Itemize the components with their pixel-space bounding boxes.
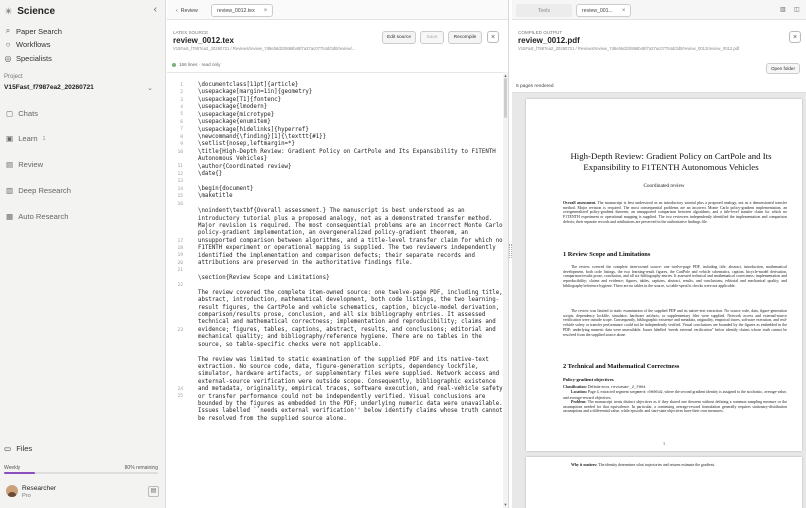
usage-row [4, 465, 158, 471]
file-path: V15Fast_f7987ea2_20260721 / Reviews/review_7d6eb6d2/0866b46f7a37ac07754d/3d0/review_0012/review_0012.pdf [518, 46, 740, 51]
user-plan: Pro [22, 493, 31, 499]
line-number: 19 [177, 253, 183, 259]
deep-research-icon: ▥ [6, 186, 14, 195]
nav-label: Specialists [16, 54, 52, 63]
files-section[interactable] [4, 444, 32, 453]
learn-icon: ▣ [6, 134, 14, 143]
files-label: Files [16, 444, 33, 453]
line-number: 6 [180, 119, 183, 125]
back-arrow-icon: ‹ [176, 7, 178, 14]
pages-rendered: 5 pages rendered [516, 84, 554, 89]
pdf-page-number: 1 [662, 441, 666, 446]
pdf-cls: Definite error. [587, 385, 610, 389]
pdf-loc: Page 4, extracted segment [588, 390, 629, 394]
tab-review-tex[interactable] [211, 4, 273, 17]
line-number: 15 [177, 194, 183, 200]
pdf-s1-paragraph-2: The review was limited to static examination of the supplied PDF and its native-text extraction. No source code, data, figure-generation scripts, dependency lockfile, simulator, hardware artifacts, or supplementary files were supplied. Network access and external-source verification were outside scope. Consequently, bibliographic existence and metadata, originality, empirical traces, software execution, and real-vehicle safety or transfer performance could not be independently verified. Visual conclusions are bounded by the figures as embedded in the PDF; underlying numeric data were unavailable. Issues labelled “needs external verification” below identify claims whose truth cannot be resolved from the supplied source alone. [563, 309, 787, 337]
pdf-problem [563, 400, 787, 414]
user-name: Researcher [22, 485, 57, 492]
tab-label: review_001... [582, 7, 613, 14]
code-line: \author{Coordinated review} [198, 163, 292, 170]
line-number: 14 [177, 186, 183, 192]
editor-scrollbar[interactable] [503, 72, 508, 508]
editor-status [172, 62, 220, 67]
usage-bar [4, 472, 158, 474]
pdf-subheading: Policy-gradient objectives [563, 377, 614, 382]
back-label: Review [180, 7, 198, 14]
pdf-page-1 [526, 99, 802, 451]
pdf-why-text: The identity determines what trajectories and returns estimate the gradient. [598, 463, 715, 467]
tab-label: Tools [537, 7, 551, 14]
file-title: review_0012.tex [173, 36, 234, 45]
pdf-why-it-matters [563, 463, 787, 468]
line-number: 8 [180, 134, 183, 140]
tab-tools[interactable] [516, 4, 572, 17]
pdf-overall-text: The manuscript is best understood as an introductory tutorial plus a proposed analogy, not as a demonstrated transfer method. Major revision is required. The most consequential problems are an incorrect Monte Carlo policy-gradient implementation, an overgeneralized policy-gradient theorem, an unsupported comparison between algorithms, and a title-level transfer claim for which no F1TENTH experiment or operational mapping is supplied. The two reviewers independently identified the implementation and comparison defects; their separate records and attributions are preserved in the authoritative findings file. [563, 201, 788, 224]
scroll-down-icon[interactable]: ▼ [503, 502, 508, 507]
close-tab-icon[interactable]: × [621, 7, 626, 14]
workflow-icon: ○ [5, 40, 11, 49]
line-number: 20 [177, 260, 183, 266]
code-line: attributions are preserved in the authoritative findings file. [198, 260, 413, 267]
line-number: 13 [177, 179, 183, 185]
code-line: or transfer performance could not be independently verified. Visual conclusions are [198, 393, 486, 400]
project-label: Project [4, 74, 23, 80]
section-label: COMPILED OUTPUT [518, 30, 563, 35]
learn-badge: 1 [42, 135, 46, 142]
code-line: The review was limited to static examination of the supplied PDF and its native-text [198, 356, 489, 363]
pdf-section-1-heading: 1 Review Scope and Limitations [563, 251, 651, 258]
line-number: 17 [177, 238, 183, 244]
scroll-up-icon[interactable]: ▲ [503, 73, 508, 78]
code-line: \usepackage[T1]{fontenc} [198, 96, 282, 103]
specialist-icon: ◎ [4, 54, 12, 63]
section-learn[interactable] [6, 134, 45, 143]
code-line: bounded by the figures as embedded in the PDF; underlying numeric data were unavailable. [198, 401, 503, 408]
line-number: 2 [180, 90, 183, 96]
section-label: Deep Research [18, 186, 71, 195]
status-text: 166 lines · read only [179, 62, 221, 67]
save-button[interactable]: Save [420, 31, 444, 44]
code-line: \noindent\textbf{Overall assessment.} The manuscript is best understood as an [198, 208, 465, 215]
line-number: 25 [177, 394, 183, 400]
code-line: \usepackage[margin=1in]{geometry} [198, 89, 313, 96]
code-line: Issues labelled ``needs external verification'' below identify claims whose truth cannot [198, 408, 503, 415]
code-line: The review covered the complete item-owned source: one twelve-page PDF, including title, [198, 289, 503, 296]
pdf-viewer[interactable] [512, 92, 806, 508]
nav-workflows[interactable] [4, 40, 50, 49]
project-selector[interactable]: V15Fast_f7987ea2_20260721 [4, 84, 94, 91]
review-icon: ▤ [6, 160, 14, 169]
pdf-s1-paragraph-1: The review covered the complete item-owned source: one twelve-page PDF, including title, abstract, introduction, mathematical development, both code listings, the two learning-result figures, the CartPole and vehicle schematics, caption, bicycle-model derivation, comparison/results prose, conclusion, and all six bibliography entries. It assessed technical and mathematical correctness; implementation and reproducibility; claims and evidence; figures, tables, captions, abstract, results, and conclusions; editorial and mechanical quality; and bibliography/reference hygiene. There are no tables in the source, so table-specific checks were not applicable. [563, 265, 787, 288]
section-label: LATEX SOURCE [173, 30, 209, 35]
close-icon[interactable]: × [789, 31, 801, 43]
science-logo-icon: ✴ [4, 5, 14, 18]
pdf-prob: The manuscript treats distinct objectives as if they shared one theorem without defining a common sampling measure or the assumptions needed for that equivalence. In particular, a continuing average-reward formulation generally requires stationary-distribution assumptions and a differential value, while episodic and start-state objectives have their own measures. [563, 400, 787, 414]
source-pane [167, 0, 509, 508]
collapse-sidebar-icon[interactable]: ‹ [153, 4, 157, 15]
close-tab-icon[interactable]: × [263, 7, 268, 14]
pdf-page-2 [526, 457, 802, 508]
pdf-section-2-heading: 2 Technical and Mathematical Correctness [563, 363, 680, 370]
code-line: \usepackage{lmodern} [198, 104, 268, 111]
code-line: extraction. No source code, data, figure-generation scripts, dependency lockfile, [198, 363, 479, 370]
code-line: technical and mathematical correctness; implementation and reproducibility; claims and [198, 319, 496, 326]
code-line: result figures, the CartPole and vehicle schematics, caption, bicycle-model derivation, [198, 304, 500, 311]
pdf-loc-lead: Location: [571, 390, 587, 394]
status-dot-icon [172, 63, 176, 67]
auto-research-icon: ▦ [6, 212, 14, 221]
output-tab-bar [512, 0, 806, 20]
code-line: \setlist{nosep,leftmargin=*} [198, 141, 295, 148]
line-number: 4 [180, 105, 183, 111]
pdf-why-lead: Why it matters: [571, 463, 598, 467]
code-line: F1TENTH experiment or operational mapping is supplied. The two reviewers independently [198, 245, 496, 252]
panel-layout-icon[interactable]: ▥ [780, 7, 786, 13]
account-menu-icon[interactable]: ▤ [148, 486, 159, 497]
code-line: external-source verification were outside scope. Consequently, bibliographic existence [198, 378, 496, 385]
file-path: V15Fast_f7987ea2_20260721 / Reviews/review_7d6eb6d2/0866b46f7a37ac07754d/3d0/review/... [173, 46, 356, 51]
pdf-location [563, 390, 787, 400]
tab-review-pdf[interactable] [576, 4, 631, 17]
edit-source-button[interactable]: Edit source [382, 31, 416, 44]
line-number: 11 [177, 164, 183, 170]
code-line: \newcommand{\finding}[1]{\texttt{#1}} [198, 133, 327, 140]
code-line: be resolved from the supplied source alone. [198, 415, 347, 422]
code-line: policy-gradient implementation, an overgeneralized policy-gradient theorem, an [198, 230, 469, 237]
pdf-cls-lead: Classification: [563, 385, 587, 389]
back-button[interactable] [171, 4, 203, 17]
pdf-overall-lead: Overall assessment. [563, 201, 597, 205]
line-number: 3 [180, 97, 183, 103]
line-number: 12 [177, 171, 183, 177]
code-line: Autonomous Vehicles} [198, 156, 268, 163]
pdf-author: Coordinated review [643, 183, 685, 189]
usage-label: Weekly [4, 465, 21, 471]
nav-specialists[interactable] [4, 54, 52, 63]
pdf-title: High-Depth Review: Gradient Policy on CartPole and Its Expansibility to F1TENTH Autonomous Vehicles [570, 151, 772, 172]
pdf-overall-paragraph [563, 201, 787, 225]
pdf-loc-rest: , where the second gradient identity is assigned to the stochastic, average-value, and average-reward objectives. [563, 390, 788, 400]
chat-icon: ▢ [6, 109, 14, 118]
usage-remaining: 80% remaining [124, 465, 158, 471]
line-number: 1 [180, 82, 183, 88]
pdf-loc-tag: segment:000019 [629, 391, 663, 395]
code-line: mechanical quality; and bibliography/reference hygiene. There are no tables in the [198, 334, 482, 341]
nav-label: Workflows [16, 40, 51, 49]
section-deep-research[interactable] [6, 186, 71, 195]
line-number: 22 [177, 283, 183, 289]
code-line: \usepackage{microtype} [198, 111, 275, 118]
section-label: Review [18, 160, 44, 169]
code-line: \title{High-Depth Review: Gradient Policy on CartPole and Its Expansibility to F1TENTH [198, 148, 496, 155]
code-line: \usepackage[hidelinks]{hyperref} [198, 126, 309, 133]
avatar[interactable] [6, 485, 18, 497]
code-line: \documentclass[11pt]{article} [198, 82, 299, 88]
line-number: 5 [180, 112, 183, 118]
pdf-prob-lead: Problem: [571, 400, 587, 404]
output-pane [512, 0, 806, 508]
code-line: evidence; figures, tables, captions, abstract, results, and conclusions; editorial and [198, 326, 496, 333]
nav-label: Paper Search [16, 26, 62, 36]
section-label: Chats [18, 109, 39, 118]
line-number: 10 [177, 149, 183, 155]
recompile-button[interactable]: Recompile [448, 31, 482, 44]
line-number: 9 [180, 142, 183, 148]
file-title: review_0012.pdf [518, 36, 580, 45]
code-line: identified the implementation and comparison defects; their separate records and [198, 252, 475, 259]
code-line: abstract, introduction, mathematical development, both code listings, the two learning- [198, 297, 500, 304]
section-review[interactable] [6, 160, 43, 169]
code-line: simulator, hardware artifacts, or supplementary files were supplied. Network access and [198, 371, 500, 378]
line-number: 7 [180, 127, 183, 133]
line-number: 16 [177, 201, 183, 207]
source-tab-bar [167, 0, 508, 20]
scrollbar-thumb[interactable] [504, 78, 507, 118]
code-editor[interactable] [167, 72, 503, 508]
search-icon: ⌕ [5, 26, 11, 35]
open-folder-button[interactable]: Open folder [766, 63, 800, 74]
line-number: 23 [177, 327, 183, 333]
tab-label: review_0012.tex [217, 7, 255, 14]
brand [4, 4, 55, 18]
section-label: Auto Research [18, 212, 69, 221]
close-icon[interactable]: × [487, 31, 499, 43]
pdf-cls-tag: reviewer_2_F001 [610, 386, 646, 390]
line-number: 21 [177, 268, 183, 274]
code-line: unsupported comparison between algorithms, and a title-level transfer claim for which no [198, 237, 503, 244]
code-line: \date{} [198, 171, 223, 178]
code-line: and metadata, originality, empirical traces, software execution, and real-vehicle safety [198, 386, 503, 393]
section-auto-research[interactable] [6, 212, 68, 221]
code-line: Major revision is required. The most consequential problems are an incorrect Monte Carlo [198, 222, 503, 229]
files-icon: ▭ [4, 444, 12, 453]
sidebar [0, 0, 166, 508]
app-name: Science [17, 5, 56, 17]
code-line: \section{Review Scope and Limitations} [198, 274, 330, 281]
usage-bar-fill [4, 472, 35, 474]
nav-paper-search[interactable] [4, 26, 62, 36]
code-line: \begin{document} [198, 185, 254, 192]
section-chats[interactable] [6, 109, 38, 118]
chevron-down-icon[interactable]: ⌄ [147, 85, 153, 92]
line-number: 18 [177, 246, 183, 252]
code-line: introductory tutorial plus a proposed analogy, not as a demonstrated transfer method. [198, 215, 493, 222]
section-label: Learn [18, 134, 38, 143]
split-view-icon[interactable]: ◫ [794, 7, 800, 13]
code-line: comparison/results prose, conclusion, and all six bibliography entries. It assessed [198, 312, 486, 319]
code-line: \usepackage{enumitem} [198, 119, 271, 126]
code-line: source, so table-specific checks were not applicable. [198, 341, 382, 348]
code-line: \maketitle [198, 193, 233, 200]
line-number: 24 [177, 387, 183, 393]
